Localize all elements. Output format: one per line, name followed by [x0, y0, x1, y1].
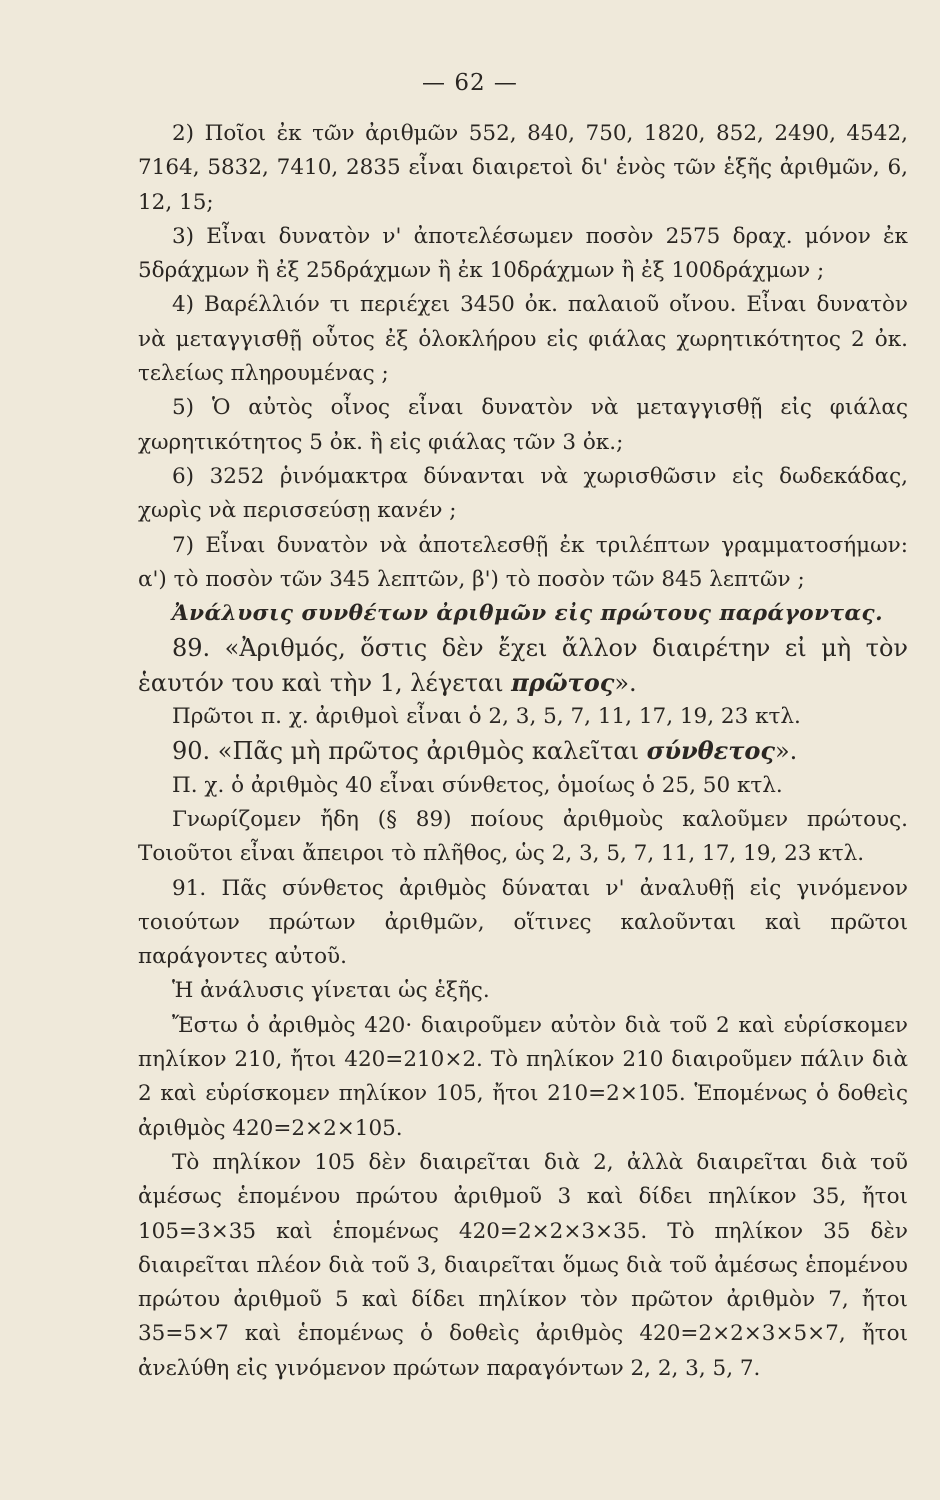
paragraph-analysis-intro: Ἡ ἀνάλυσις γίνεται ὡς ἑξῆς. — [172, 978, 490, 1004]
exercise-7: 7) Εἶναι δυνατὸν νὰ ἀποτελεσθῇ ἐκ τριλέπτων γραμματοσήμων: α') τὸ ποσὸν τῶν 345 λεπτῶν, β') τὸ ποσὸν τῶν 845 λεπτῶν ; — [138, 532, 908, 592]
page-content — [138, 117, 908, 1386]
definition-90-term: σύνθετος — [646, 736, 775, 766]
paragraph-91: 91. Πᾶς σύνθετος ἀριθμὸς δύναται ν' ἀναλυθῇ εἰς γινόμενον τοιούτων πρώτων ἀριθμῶν, οἵτινες καλοῦνται καὶ πρῶτοι παράγοντες αὐτοῦ. — [138, 875, 908, 970]
example-90: Π. χ. ὁ ἀριθμὸς 40 εἶναι σύνθετος, ὁμοίως ὁ 25, 50 κτλ. — [172, 772, 783, 798]
definition-90-text: 90. «Πᾶς μὴ πρῶτος ἀριθμὸς καλεῖται — [172, 737, 647, 766]
definition-90 — [138, 734, 908, 768]
exercise-3: 3) Εἶναι δυνατὸν ν' ἀποτελέσωμεν ποσὸν 2575 δραχ. μόνον ἐκ 5δράχμων ἢ ἐξ 25δράχμων ἢ ἐκ 10δράχμων ἢ ἐξ 100δράχμων ; — [138, 223, 908, 284]
definition-89-term: πρῶτος — [511, 667, 615, 697]
definition-89-text: 89. «Ἀριθμός, ὅστις δὲν ἔχει ἄλλον διαιρέτην εἰ μὴ τὸν ἑαυτόν του καὶ τὴν 1, λέγεται — [138, 634, 908, 697]
exercise-6: 6) 3252 ῥινόμακτρα δύνανται νὰ χωρισθῶσιν εἰς δωδεκάδας, χωρὶς νὰ περισσεύσῃ κανέν ; — [138, 463, 908, 524]
example-89: Πρῶτοι π. χ. ἀριθμοὶ εἶναι ὁ 2, 3, 5, 7, 11, 17, 19, 23 κτλ. — [172, 704, 801, 730]
paragraph-example-420: Ἔστω ὁ ἀριθμὸς 420· διαιροῦμεν αὐτὸν διὰ τοῦ 2 καὶ εὑρίσκομεν πηλίκον 210, ἤτοι 420=210×2. Τὸ πηλίκον 210 διαιροῦμεν πάλιν διὰ 2 καὶ εὑρίσκομεν πηλίκον 105, ἤτοι 210=2×105. Ἑπομένως ὁ δοθεὶς ἀριθμὸς 420=2×2×105. — [138, 1012, 908, 1141]
definition-90-end: ». — [775, 737, 798, 766]
page-number: — 62 — — [422, 70, 518, 96]
section-heading: Ἀνάλυσις συνθέτων ἀριθμῶν εἰς πρώτους παράγοντας. — [172, 601, 884, 627]
exercise-4: 4) Βαρέλλιόν τι περιέχει 3450 ὀκ. παλαιοῦ οἴνου. Εἶναι δυνατὸν νὰ μεταγγισθῇ οὗτος ἐξ ὁλοκλήρου εἰς φιάλας χωρητικότητος 2 ὀκ. τελείως πληρουμένας ; — [138, 292, 908, 387]
definition-89 — [138, 631, 908, 700]
paragraph-known-primes: Γνωρίζομεν ἤδη (§ 89) ποίους ἀριθμοὺς καλοῦμεν πρώτους. Τοιοῦτοι εἶναι ἄπειροι τὸ πλῆθος, ὡς 2, 3, 5, 7, 11, 17, 19, 23 κτλ. — [138, 806, 908, 867]
exercise-2: 2) Ποῖοι ἐκ τῶν ἀριθμῶν 552, 840, 750, 1820, 852, 2490, 4542, 7164, 5832, 7410, 2835 εἶναι διαιρετοὶ δι' ἑνὸς τῶν ἑξῆς ἀριθμῶν, 6, 12, 15; — [138, 121, 908, 215]
exercise-5: 5) Ὁ αὐτὸς οἶνος εἶναι δυνατὸν νὰ μεταγγισθῇ εἰς φιάλας χωρητικότητος 5 ὀκ. ἢ εἰς φιάλας τῶν 3 ὀκ.; — [138, 395, 908, 455]
definition-89-end: ». — [614, 668, 637, 697]
paragraph-factorization: Τὸ πηλίκον 105 δὲν διαιρεῖται διὰ 2, ἀλλὰ διαιρεῖται διὰ τοῦ ἀμέσως ἑπομένου πρώτου ἀριθμοῦ 3 καὶ δίδει πηλίκον 35, ἤτοι 105=3×35 καὶ ἑπομένως 420=2×2×3×35. Τὸ πηλίκον 35 δὲν διαιρεῖται πλέον διὰ τοῦ 3, διαιρεῖται ὅμως διὰ τοῦ ἀμέσως ἑπομένου πρώτου ἀριθμοῦ 5 καὶ δίδει πηλίκον τὸν πρῶτον ἀριθμὸν 7, ἤτοι 35=5×7 καὶ ἑπομένως ὁ δοθεὶς ἀριθμὸς 420=2×2×3×5×7, ἤτοι ἀνελύθη εἰς γινόμενον πρώτων παραγόντων 2, 2, 3, 5, 7. — [138, 1149, 908, 1381]
